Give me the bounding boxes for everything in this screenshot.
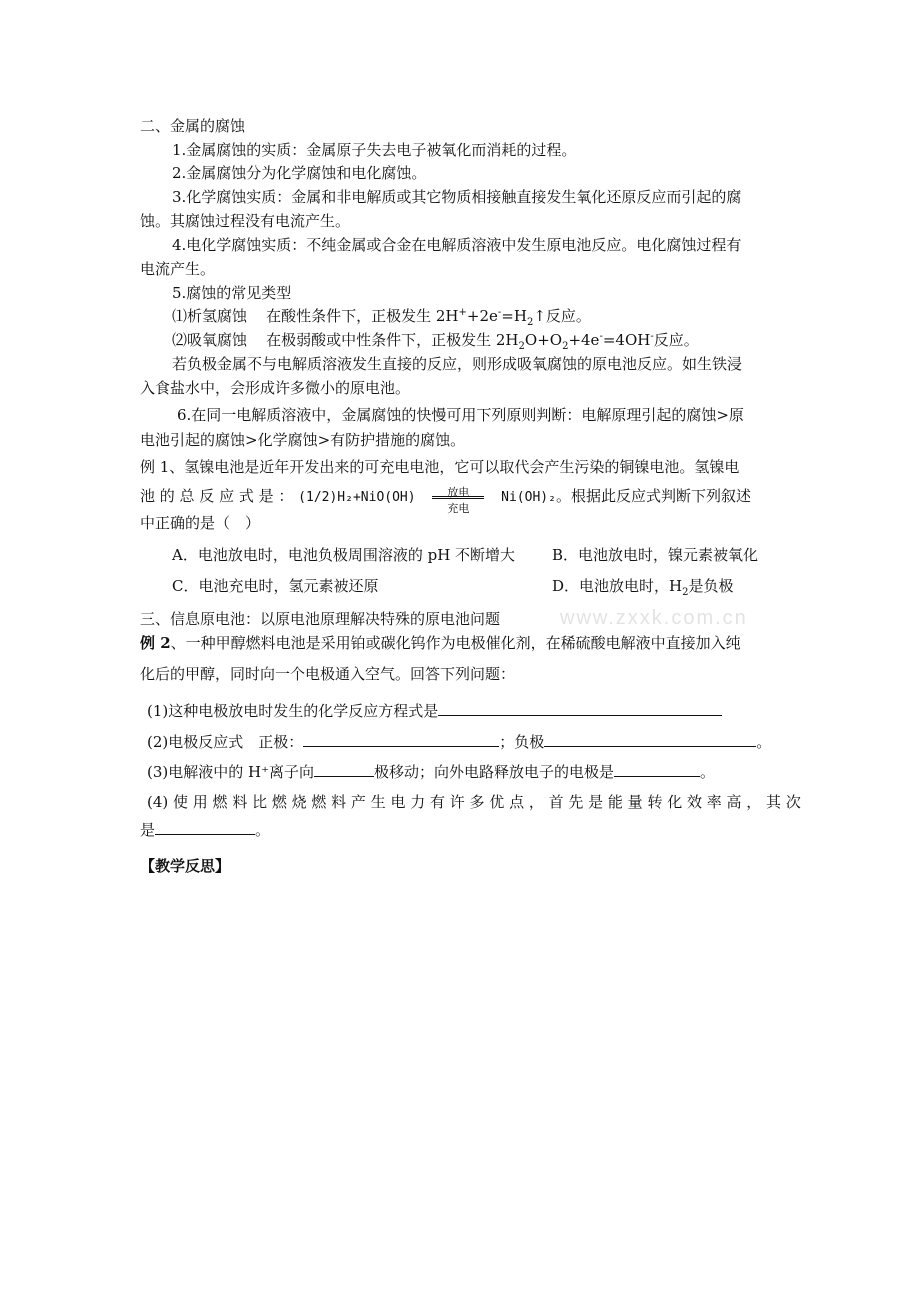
option-a: A．电池放电时，电池负极周围溶液的 pH 不断增大: [172, 546, 516, 564]
question-text: (2)电极反应式 正极：: [147, 733, 304, 751]
type-condition: 在酸性条件下，正极发生: [266, 307, 432, 325]
stem-text: 池 的 总 反 应 式 是 ：: [140, 487, 294, 505]
stem-text: 、一种甲醇燃料电池是采用铂或碳化钨作为电极催化剂，在稀硫酸电解液中直接加入纯: [170, 634, 741, 652]
example2-stem: [140, 633, 741, 653]
answer-blank[interactable]: [303, 732, 499, 747]
answer-blank[interactable]: [314, 762, 374, 777]
option-d: D．电池放电时，$H_2$是负极: [552, 577, 734, 598]
arrow-bottom-label: 充电: [447, 502, 470, 515]
option-text: 是负极: [688, 577, 734, 595]
corrosion-type-2: [172, 330, 699, 350]
question-text: ；负极: [499, 733, 545, 751]
equation: $2H_2O+O_2+4e^-=4OH^-$: [495, 331, 654, 352]
type-tail: 反应。: [653, 331, 699, 349]
answer-blank[interactable]: [438, 701, 722, 716]
example-label: 例 2: [140, 634, 171, 652]
stem-text: 。根据此反应式判断下列叙述: [555, 487, 751, 505]
option-text: D．电池放电时，: [552, 577, 670, 595]
example2-stem: 化后的甲醇，同时向一个电极通入空气。回答下列问题：: [140, 665, 516, 683]
question-text: 是: [140, 821, 156, 839]
reversible-arrow: [428, 485, 488, 515]
question-3: [147, 762, 715, 782]
paragraph: 电流产生。: [140, 260, 216, 278]
equation: $2H^++2e^-=H_2↑$: [435, 307, 546, 328]
paragraph: 4.电化学腐蚀实质：不纯金属或合金在电解质溶液中发生原电池反应。电化腐蚀过程有: [172, 236, 742, 254]
watermark: www.zxxk.com.cn: [560, 607, 748, 629]
corrosion-type-1: [172, 306, 591, 326]
paragraph: 5.腐蚀的常见类型: [172, 284, 292, 302]
type-tail: 反应。: [545, 307, 591, 325]
answer-blank[interactable]: [544, 732, 756, 747]
question-text: (3)电解液中的 H⁺离子向: [147, 763, 315, 781]
paragraph: 1.金属腐蚀的实质：金属原子失去电子被氧化而消耗的过程。: [172, 141, 577, 159]
example1-stem: 例 1、氢镍电池是近年开发出来的可充电电池，它可以取代会产生污染的铜镍电池。氢镍电: [140, 458, 740, 476]
type-label: ⑴析氢腐蚀: [172, 307, 248, 325]
section-heading: 二、金属的腐蚀: [140, 117, 246, 135]
type-condition: 在极弱酸或中性条件下，正极发生: [266, 331, 492, 349]
reactants: (1/2)H₂+NiO(OH): [298, 490, 416, 505]
arrow-top-label: 放电: [447, 486, 470, 499]
type-label: ⑵吸氧腐蚀: [172, 331, 248, 349]
paragraph: 若负极金属不与电解质溶液发生直接的反应，则形成吸氧腐蚀的原电池反应。如生铁浸: [172, 355, 743, 373]
question-1: [147, 701, 722, 721]
question-text: 。: [255, 821, 271, 839]
paragraph: 6.在同一电解质溶液中，金属腐蚀的快慢可用下列原则判断：电解原理引起的腐蚀>原: [177, 406, 744, 424]
paragraph: 2.金属腐蚀分为化学腐蚀和电化腐蚀。: [172, 164, 427, 182]
example1-question: 中正确的是（ ）: [140, 514, 261, 532]
question-text: 。: [700, 763, 716, 781]
answer-blank[interactable]: [614, 762, 700, 777]
example1-equation-line: [140, 485, 751, 515]
question-4: (4) 使 用 燃 料 比 燃 烧 燃 料 产 生 电 力 有 许 多 优 点 ， 首 先 是 能 量 转 化 效 率 高 ， 其 次: [147, 793, 801, 811]
option-c: C．电池充电时，氢元素被还原: [172, 577, 379, 595]
section-heading: 三、信息原电池：以原电池原理解决特殊的原电池问题: [140, 610, 501, 628]
question-text: 极移动；向外电路释放电子的电极是: [374, 763, 615, 781]
answer-blank[interactable]: [155, 820, 255, 835]
product: Ni(OH)₂: [501, 490, 556, 505]
question-4-cont: [140, 820, 270, 840]
paragraph: 电池引起的腐蚀>化学腐蚀>有防护措施的腐蚀。: [140, 431, 466, 449]
question-text: 。: [756, 733, 772, 751]
option-b: B．电池放电时，镍元素被氧化: [552, 546, 759, 564]
paragraph: 3.化学腐蚀实质：金属和非电解质或其它物质相接触直接发生氧化还原反应而引起的腐: [172, 188, 742, 206]
paragraph: 入食盐水中，会形成许多微小的原电池。: [140, 379, 411, 397]
teaching-reflection-heading: 【教学反思】: [140, 857, 231, 875]
question-text: (1)这种电极放电时发生的化学反应方程式是: [147, 702, 439, 720]
paragraph: 蚀。其腐蚀过程没有电流产生。: [140, 212, 351, 230]
question-2: [147, 732, 771, 752]
